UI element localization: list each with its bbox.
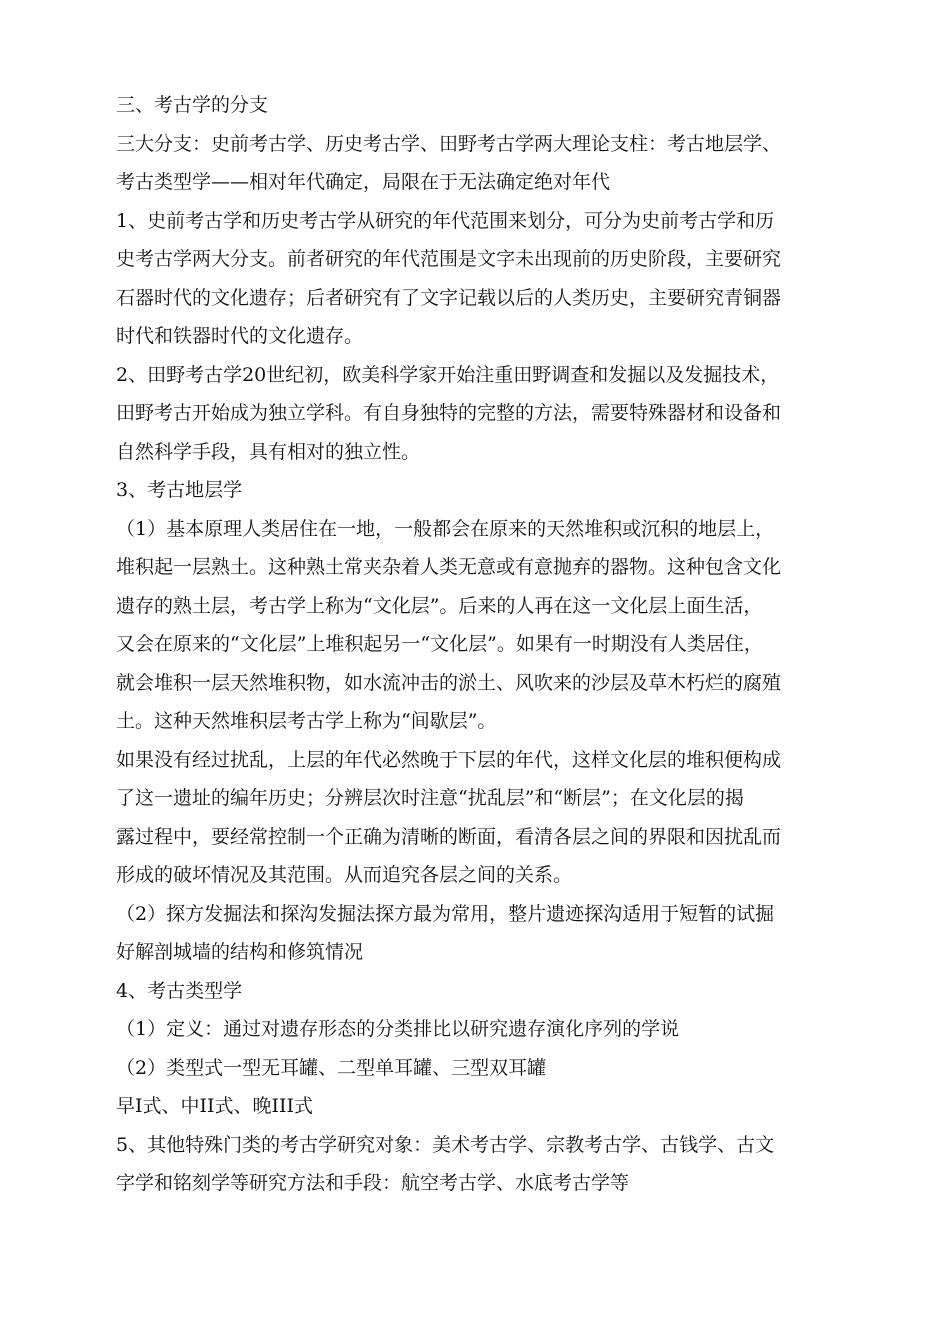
text-line: 如果没有经过扰乱，上层的年代必然晚于下层的年代，这样文化层的堆积便构成 <box>116 748 782 771</box>
text-line: 遗存的熟土层，考古学上称为“文化层”。后来的人再在这一文化层上面生活， <box>116 594 763 617</box>
subsection-heading: 4、考古类型学 <box>116 979 243 1002</box>
text-line: （1）基本原理人类居住在一地，一般都会在原来的天然堆积或沉积的地层上， <box>116 517 775 540</box>
text-line: 自然科学手段，具有相对的独立性。 <box>116 440 421 463</box>
document-body <box>116 86 836 1203</box>
text-line: 田野考古开始成为独立学科。有自身独特的完整的方法，需要特殊器材和设备和 <box>116 402 782 424</box>
text-line: 5、其他特殊门类的考古学研究对象：美术考古学、宗教考古学、古钱学、古文 <box>116 1133 775 1156</box>
text-line: 就会堆积一层天然堆积物，如水流冲击的淤土、风吹来的沙层及草木朽烂的腐殖 <box>116 671 782 694</box>
text-line: 考古类型学——相对年代确定，局限在于无法确定绝对年代 <box>116 171 611 193</box>
text-line: 石器时代的文化遗存；后者研究有了文字记载以后的人类历史，主要研究青铜器 <box>116 286 782 309</box>
text-line: 又会在原来的“文化层”上堆积起另一“文化层”。如果有一时期没有人类居住， <box>116 633 763 655</box>
text-line: 土。这种天然堆积层考古学上称为“间歇层”。 <box>116 710 497 732</box>
text-line: 1、史前考古学和历史考古学从研究的年代范围来划分，可分为史前考古学和历 <box>116 209 775 232</box>
text-line: 三大分支：史前考古学、历史考古学、田野考古学两大理论支柱：考古地层学、 <box>116 132 782 155</box>
text-line: （1）定义：通过对遗存形态的分类排比以研究遗存演化序列的学说 <box>116 1018 680 1040</box>
text-line: 字学和铭刻学等研究方法和手段：航空考古学、水底考古学等 <box>116 1172 630 1194</box>
section-heading: 三、考古学的分支 <box>116 94 269 116</box>
subsection-heading: 3、考古地层学 <box>116 479 243 501</box>
text-line: 时代和铁器时代的文化遗存。 <box>116 325 364 347</box>
text-line: 早I式、中II式、晚III式 <box>116 1095 314 1117</box>
text-line: 形成的破坏情况及其范围。从而追究各层之间的关系。 <box>116 864 573 886</box>
text-line: （2）探方发掘法和探沟发掘法探方最为常用，整片遗迹探沟适用于短暂的试掘 <box>116 902 775 925</box>
text-line: 露过程中，要经常控制一个正确为清晰的断面，看清各层之间的界限和因扰乱而 <box>116 825 782 848</box>
text-line: 堆积起一层熟土。这种熟土常夹杂着人类无意或有意抛弃的器物。这种包含文化 <box>116 556 782 578</box>
text-line: 2、田野考古学20世纪初，欧美科学家开始注重田野调查和发掘以及发掘技术， <box>116 363 780 386</box>
text-line: 史考古学两大分支。前者研究的年代范围是文字未出现前的历史阶段，主要研究 <box>116 248 782 270</box>
text-line: 好解剖城墙的结构和修筑情况 <box>116 941 364 963</box>
text-line: 了这一遗址的编年历史；分辨层次时注意“扰乱层”和“断层”；在文化层的揭 <box>116 787 744 809</box>
text-line: （2）类型式一型无耳罐、二型单耳罐、三型双耳罐 <box>116 1056 547 1079</box>
